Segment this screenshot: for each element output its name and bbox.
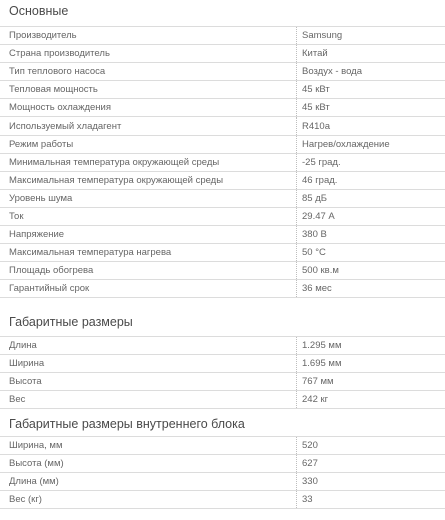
table-row xyxy=(0,208,445,226)
table-row xyxy=(0,117,445,135)
table-row xyxy=(0,491,445,509)
table-row xyxy=(0,244,445,262)
section-title-indoor-unit: Габаритные размеры внутреннего блока xyxy=(9,417,245,431)
section-title-dimensions: Габаритные размеры xyxy=(9,315,133,329)
spec-key: Минимальная температура окружающей среды xyxy=(0,154,297,171)
spec-value: 242 кг xyxy=(302,394,329,406)
table-row xyxy=(0,45,445,63)
spec-key: Вес xyxy=(0,391,297,408)
spec-value: 85 дБ xyxy=(302,192,327,204)
spec-key: Ток xyxy=(0,208,297,225)
spec-value: -25 град. xyxy=(302,156,341,168)
spec-key: Тип теплового насоса xyxy=(0,63,297,80)
spec-key: Гарантийный срок xyxy=(0,280,297,297)
table-row xyxy=(0,355,445,373)
spec-key: Вес (кг) xyxy=(0,491,297,508)
spec-key: Длина xyxy=(0,337,297,354)
spec-value: Samsung xyxy=(302,30,343,42)
spec-table-indoor-unit xyxy=(0,436,445,509)
spec-key: Площадь обогрева xyxy=(0,262,297,279)
table-row xyxy=(0,437,445,455)
spec-key: Производитель xyxy=(0,27,297,44)
spec-key: Ширина, мм xyxy=(0,437,297,454)
spec-key: Длина (мм) xyxy=(0,473,297,490)
spec-value: 50 °С xyxy=(302,247,326,259)
table-row xyxy=(0,172,445,190)
spec-value: 500 кв.м xyxy=(302,265,339,277)
spec-value: 29.47 А xyxy=(302,210,335,222)
spec-value: 1.295 мм xyxy=(302,340,342,352)
table-row xyxy=(0,27,445,45)
spec-value: 33 xyxy=(302,494,313,506)
spec-value: Нагрев/охлаждение xyxy=(302,138,390,150)
spec-key: Высота (мм) xyxy=(0,455,297,472)
table-row xyxy=(0,280,445,298)
spec-key: Мощность охлаждения xyxy=(0,99,297,116)
spec-key: Максимальная температура окружающей среды xyxy=(0,172,297,189)
spec-key: Уровень шума xyxy=(0,190,297,207)
spec-value: Воздух - вода xyxy=(302,66,362,78)
spec-value: R410a xyxy=(302,120,330,132)
table-row xyxy=(0,337,445,355)
table-row xyxy=(0,190,445,208)
spec-table-main xyxy=(0,26,445,298)
section-title-main: Основные xyxy=(9,4,69,18)
table-row xyxy=(0,63,445,81)
spec-value: 380 В xyxy=(302,229,327,241)
spec-key: Режим работы xyxy=(0,136,297,153)
spec-value: 767 мм xyxy=(302,376,334,388)
spec-key: Высота xyxy=(0,373,297,390)
table-row xyxy=(0,226,445,244)
spec-key: Страна производитель xyxy=(0,45,297,62)
table-row xyxy=(0,455,445,473)
table-row xyxy=(0,473,445,491)
spec-value: 1.695 мм xyxy=(302,358,342,370)
spec-table-dimensions xyxy=(0,336,445,409)
table-row xyxy=(0,373,445,391)
spec-value: 627 xyxy=(302,458,318,470)
spec-value: 45 кВт xyxy=(302,84,330,96)
spec-value: 520 xyxy=(302,440,318,452)
table-row xyxy=(0,136,445,154)
spec-value: 36 мес xyxy=(302,283,332,295)
spec-value: Китай xyxy=(302,48,328,60)
spec-key: Максимальная температура нагрева xyxy=(0,244,297,261)
spec-value: 45 кВт xyxy=(302,102,330,114)
spec-key: Ширина xyxy=(0,355,297,372)
table-row xyxy=(0,391,445,409)
table-row xyxy=(0,262,445,280)
spec-value: 46 град. xyxy=(302,174,338,186)
table-row xyxy=(0,99,445,117)
spec-key: Напряжение xyxy=(0,226,297,243)
spec-value: 330 xyxy=(302,476,318,488)
table-row xyxy=(0,154,445,172)
spec-key: Используемый хладагент xyxy=(0,117,297,134)
spec-key: Тепловая мощность xyxy=(0,81,297,98)
table-row xyxy=(0,81,445,99)
